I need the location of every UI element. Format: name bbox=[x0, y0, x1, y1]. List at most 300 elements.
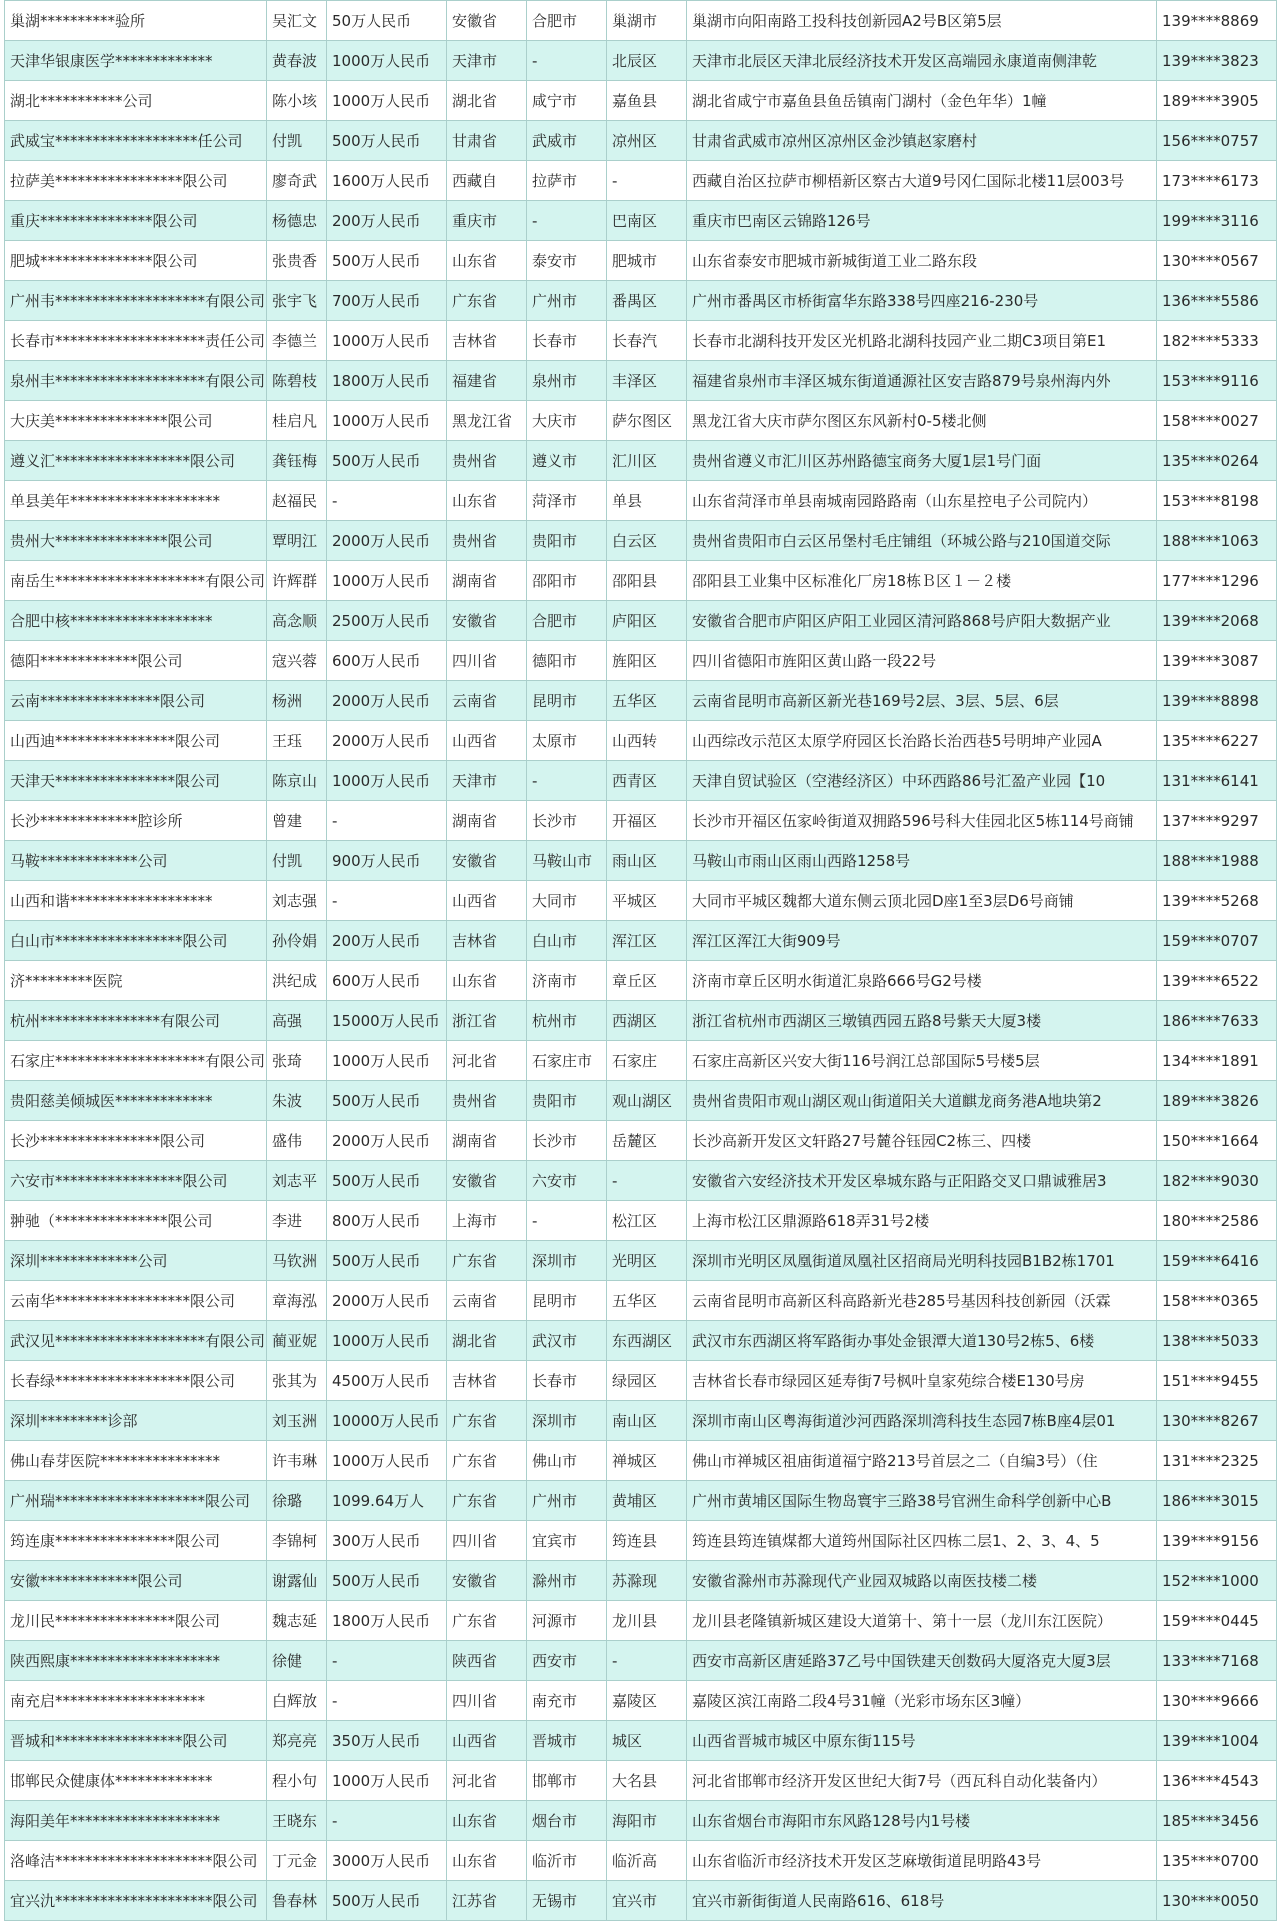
registered-capital-cell: 2500万人民币 bbox=[327, 601, 447, 641]
city-cell: 石家庄市 bbox=[527, 1041, 607, 1081]
legal-person-cell: 赵福民 bbox=[267, 481, 327, 521]
city-cell: 大同市 bbox=[527, 881, 607, 921]
city-cell: - bbox=[527, 41, 607, 81]
legal-person-cell: 徐健 bbox=[267, 1641, 327, 1681]
legal-person-cell: 马钦洲 bbox=[267, 1241, 327, 1281]
district-cell: 黄埔区 bbox=[607, 1481, 687, 1521]
province-cell: 吉林省 bbox=[447, 321, 527, 361]
address-cell: 大同市平城区魏都大道东侧云顶北园D座1至3层D6号商铺 bbox=[687, 881, 1157, 921]
table-row bbox=[5, 841, 1277, 881]
table-row bbox=[5, 1121, 1277, 1161]
legal-person-cell: 廖奇武 bbox=[267, 161, 327, 201]
district-cell: 禅城区 bbox=[607, 1441, 687, 1481]
district-cell: 石家庄 bbox=[607, 1041, 687, 1081]
city-cell: 昆明市 bbox=[527, 681, 607, 721]
table-row bbox=[5, 1561, 1277, 1601]
province-cell: 天津市 bbox=[447, 761, 527, 801]
address-cell: 长春市北湖科技开发区光机路北湖科技园产业二期C3项目第E1 bbox=[687, 321, 1157, 361]
company-name-cell: 翀驰（***************限公司 bbox=[5, 1201, 267, 1241]
table-row bbox=[5, 1041, 1277, 1081]
company-name-cell: 长春绿******************限公司 bbox=[5, 1361, 267, 1401]
address-cell: 浙江省杭州市西湖区三墩镇西园五路8号紫天大厦3楼 bbox=[687, 1001, 1157, 1041]
address-cell: 广州市番禺区市桥街富华东路338号四座216-230号 bbox=[687, 281, 1157, 321]
company-name-cell: 巢湖**********验所 bbox=[5, 1, 267, 41]
address-cell: 长沙高新开发区文轩路27号麓谷钰园C2栋三、四楼 bbox=[687, 1121, 1157, 1161]
registered-capital-cell: 900万人民币 bbox=[327, 841, 447, 881]
phone-cell: 153****9116 bbox=[1157, 361, 1277, 401]
table-row bbox=[5, 1761, 1277, 1801]
legal-person-cell: 王珏 bbox=[267, 721, 327, 761]
address-cell: 贵州省贵阳市白云区吊堡村毛庄铺组（环城公路与210国道交际 bbox=[687, 521, 1157, 561]
address-cell: 西安市高新区唐延路37乙号中国铁建天创数码大厦洛克大厦3层 bbox=[687, 1641, 1157, 1681]
registered-capital-cell: 700万人民币 bbox=[327, 281, 447, 321]
registered-capital-cell: 1000万人民币 bbox=[327, 1321, 447, 1361]
province-cell: 广东省 bbox=[447, 1601, 527, 1641]
city-cell: 临沂市 bbox=[527, 1841, 607, 1881]
phone-cell: 180****2586 bbox=[1157, 1201, 1277, 1241]
phone-cell: 159****0445 bbox=[1157, 1601, 1277, 1641]
address-cell: 重庆市巴南区云锦路126号 bbox=[687, 201, 1157, 241]
district-cell: 龙川县 bbox=[607, 1601, 687, 1641]
legal-person-cell: 丁元金 bbox=[267, 1841, 327, 1881]
phone-cell: 130****8267 bbox=[1157, 1401, 1277, 1441]
legal-person-cell: 孙伶娟 bbox=[267, 921, 327, 961]
legal-person-cell: 章海泓 bbox=[267, 1281, 327, 1321]
company-name-cell: 南充启******************** bbox=[5, 1681, 267, 1721]
phone-cell: 136****5586 bbox=[1157, 281, 1277, 321]
city-cell: 德阳市 bbox=[527, 641, 607, 681]
table-row bbox=[5, 1681, 1277, 1721]
legal-person-cell: 洪纪成 bbox=[267, 961, 327, 1001]
address-cell: 安徽省滁州市苏滁现代产业园双城路以南医技楼二楼 bbox=[687, 1561, 1157, 1601]
table-row bbox=[5, 1401, 1277, 1441]
city-cell: 滁州市 bbox=[527, 1561, 607, 1601]
registered-capital-cell: 350万人民币 bbox=[327, 1721, 447, 1761]
legal-person-cell: 吴汇文 bbox=[267, 1, 327, 41]
company-name-cell: 合肥中核******************* bbox=[5, 601, 267, 641]
phone-cell: 189****3905 bbox=[1157, 81, 1277, 121]
province-cell: 山西省 bbox=[447, 1721, 527, 1761]
table-row bbox=[5, 321, 1277, 361]
district-cell: 观山湖区 bbox=[607, 1081, 687, 1121]
city-cell: 六安市 bbox=[527, 1161, 607, 1201]
district-cell: - bbox=[607, 1161, 687, 1201]
phone-cell: 188****1988 bbox=[1157, 841, 1277, 881]
city-cell: 西安市 bbox=[527, 1641, 607, 1681]
company-name-cell: 宜兴氿*********************限公司 bbox=[5, 1881, 267, 1921]
company-name-cell: 云南****************限公司 bbox=[5, 681, 267, 721]
legal-person-cell: 刘志强 bbox=[267, 881, 327, 921]
company-name-cell: 武汉见********************有限公司 bbox=[5, 1321, 267, 1361]
district-cell: 浑江区 bbox=[607, 921, 687, 961]
province-cell: 天津市 bbox=[447, 41, 527, 81]
address-cell: 长沙市开福区伍家岭街道双拥路596号科大佳园北区5栋114号商铺 bbox=[687, 801, 1157, 841]
address-cell: 甘肃省武威市凉州区凉州区金沙镇赵家磨村 bbox=[687, 121, 1157, 161]
phone-cell: 139****1004 bbox=[1157, 1721, 1277, 1761]
district-cell: 白云区 bbox=[607, 521, 687, 561]
city-cell: 长沙市 bbox=[527, 801, 607, 841]
district-cell: 海阳市 bbox=[607, 1801, 687, 1841]
table-row bbox=[5, 681, 1277, 721]
company-name-cell: 单县美年******************** bbox=[5, 481, 267, 521]
table-row bbox=[5, 601, 1277, 641]
company-name-cell: 长春市********************责任公司 bbox=[5, 321, 267, 361]
address-cell: 山东省烟台市海阳市东风路128号内1号楼 bbox=[687, 1801, 1157, 1841]
legal-person-cell: 张琦 bbox=[267, 1041, 327, 1081]
city-cell: 佛山市 bbox=[527, 1441, 607, 1481]
city-cell: 太原市 bbox=[527, 721, 607, 761]
phone-cell: 138****5033 bbox=[1157, 1321, 1277, 1361]
district-cell: 宜兴市 bbox=[607, 1881, 687, 1921]
address-cell: 佛山市禅城区祖庙街道福宁路213号首层之二（自编3号）（住 bbox=[687, 1441, 1157, 1481]
table-row bbox=[5, 1881, 1277, 1921]
province-cell: 贵州省 bbox=[447, 1081, 527, 1121]
registered-capital-cell: 300万人民币 bbox=[327, 1521, 447, 1561]
registered-capital-cell: 1000万人民币 bbox=[327, 761, 447, 801]
table-row bbox=[5, 761, 1277, 801]
address-cell: 巢湖市向阳南路工投科技创新园A2号B区第5层 bbox=[687, 1, 1157, 41]
province-cell: 湖南省 bbox=[447, 561, 527, 601]
legal-person-cell: 张其为 bbox=[267, 1361, 327, 1401]
phone-cell: 158****0365 bbox=[1157, 1281, 1277, 1321]
company-name-cell: 邯郸民众健康体************* bbox=[5, 1761, 267, 1801]
city-cell: 合肥市 bbox=[527, 1, 607, 41]
district-cell: 凉州区 bbox=[607, 121, 687, 161]
table-row bbox=[5, 241, 1277, 281]
city-cell: 遵义市 bbox=[527, 441, 607, 481]
table-row bbox=[5, 161, 1277, 201]
phone-cell: 156****0757 bbox=[1157, 121, 1277, 161]
city-cell: 武汉市 bbox=[527, 1321, 607, 1361]
city-cell: 马鞍山市 bbox=[527, 841, 607, 881]
phone-cell: 177****1296 bbox=[1157, 561, 1277, 601]
registered-capital-cell: 15000万人民币 bbox=[327, 1001, 447, 1041]
city-cell: 大庆市 bbox=[527, 401, 607, 441]
table-row bbox=[5, 521, 1277, 561]
table-row bbox=[5, 121, 1277, 161]
phone-cell: 139****5268 bbox=[1157, 881, 1277, 921]
registered-capital-cell: - bbox=[327, 1801, 447, 1841]
address-cell: 安徽省六安经济技术开发区皋城东路与正阳路交叉口鼎诚雅居3 bbox=[687, 1161, 1157, 1201]
province-cell: 西藏自 bbox=[447, 161, 527, 201]
province-cell: 山西省 bbox=[447, 881, 527, 921]
registered-capital-cell: 500万人民币 bbox=[327, 121, 447, 161]
registered-capital-cell: 4500万人民币 bbox=[327, 1361, 447, 1401]
district-cell: 肥城市 bbox=[607, 241, 687, 281]
registered-capital-cell: 10000万人民币 bbox=[327, 1401, 447, 1441]
registered-capital-cell: 1000万人民币 bbox=[327, 1441, 447, 1481]
city-cell: 广州市 bbox=[527, 1481, 607, 1521]
table-row bbox=[5, 441, 1277, 481]
registered-capital-cell: 1800万人民币 bbox=[327, 1601, 447, 1641]
company-name-cell: 天津天****************限公司 bbox=[5, 761, 267, 801]
table-row bbox=[5, 1161, 1277, 1201]
address-cell: 天津自贸试验区（空港经济区）中环西路86号汇盈产业园【10 bbox=[687, 761, 1157, 801]
city-cell: - bbox=[527, 761, 607, 801]
company-name-cell: 安徽*************限公司 bbox=[5, 1561, 267, 1601]
company-name-cell: 拉萨美*****************限公司 bbox=[5, 161, 267, 201]
phone-cell: 188****1063 bbox=[1157, 521, 1277, 561]
phone-cell: 139****9156 bbox=[1157, 1521, 1277, 1561]
phone-cell: 131****2325 bbox=[1157, 1441, 1277, 1481]
province-cell: 四川省 bbox=[447, 1681, 527, 1721]
registered-capital-cell: - bbox=[327, 881, 447, 921]
district-cell: 嘉鱼县 bbox=[607, 81, 687, 121]
phone-cell: 139****6522 bbox=[1157, 961, 1277, 1001]
province-cell: 湖南省 bbox=[447, 1121, 527, 1161]
city-cell: 拉萨市 bbox=[527, 161, 607, 201]
legal-person-cell: 李进 bbox=[267, 1201, 327, 1241]
legal-person-cell: 杨德忠 bbox=[267, 201, 327, 241]
registered-capital-cell: - bbox=[327, 1641, 447, 1681]
address-cell: 云南省昆明市高新区新光巷169号2层、3层、5层、6层 bbox=[687, 681, 1157, 721]
phone-cell: 139****2068 bbox=[1157, 601, 1277, 641]
table-row bbox=[5, 1201, 1277, 1241]
province-cell: 安徽省 bbox=[447, 601, 527, 641]
city-cell: 邵阳市 bbox=[527, 561, 607, 601]
phone-cell: 130****9666 bbox=[1157, 1681, 1277, 1721]
city-cell: 白山市 bbox=[527, 921, 607, 961]
city-cell: - bbox=[527, 1201, 607, 1241]
address-cell: 山东省泰安市肥城市新城街道工业二路东段 bbox=[687, 241, 1157, 281]
company-name-cell: 云南华******************限公司 bbox=[5, 1281, 267, 1321]
legal-person-cell: 张宇飞 bbox=[267, 281, 327, 321]
legal-person-cell: 李锦柯 bbox=[267, 1521, 327, 1561]
province-cell: 江苏省 bbox=[447, 1881, 527, 1921]
registered-capital-cell: 3000万人民币 bbox=[327, 1841, 447, 1881]
registered-capital-cell: 1800万人民币 bbox=[327, 361, 447, 401]
company-name-cell: 天津华银康医学************* bbox=[5, 41, 267, 81]
address-cell: 河北省邯郸市经济开发区世纪大街7号（西瓦科自动化装备内） bbox=[687, 1761, 1157, 1801]
company-name-cell: 泉州丰********************有限公司 bbox=[5, 361, 267, 401]
company-name-cell: 马鞍*************公司 bbox=[5, 841, 267, 881]
address-cell: 山西综改示范区太原学府园区长治路长治西巷5号明坤产业园A bbox=[687, 721, 1157, 761]
company-name-cell: 湖北***********公司 bbox=[5, 81, 267, 121]
registered-capital-cell: - bbox=[327, 801, 447, 841]
table-row bbox=[5, 1321, 1277, 1361]
legal-person-cell: 付凯 bbox=[267, 841, 327, 881]
district-cell: 大名县 bbox=[607, 1761, 687, 1801]
registered-capital-cell: 2000万人民币 bbox=[327, 1281, 447, 1321]
district-cell: 嘉陵区 bbox=[607, 1681, 687, 1721]
province-cell: 福建省 bbox=[447, 361, 527, 401]
company-name-cell: 深圳*********诊部 bbox=[5, 1401, 267, 1441]
province-cell: 安徽省 bbox=[447, 841, 527, 881]
province-cell: 山东省 bbox=[447, 241, 527, 281]
address-cell: 山西省晋城市城区中原东街115号 bbox=[687, 1721, 1157, 1761]
district-cell: 临沂高 bbox=[607, 1841, 687, 1881]
table-row bbox=[5, 361, 1277, 401]
city-cell: 长沙市 bbox=[527, 1121, 607, 1161]
legal-person-cell: 程小句 bbox=[267, 1761, 327, 1801]
legal-person-cell: 陈京山 bbox=[267, 761, 327, 801]
registered-capital-cell: 2000万人民币 bbox=[327, 1121, 447, 1161]
table-row bbox=[5, 1281, 1277, 1321]
district-cell: 松江区 bbox=[607, 1201, 687, 1241]
district-cell: 西湖区 bbox=[607, 1001, 687, 1041]
province-cell: 山西省 bbox=[447, 721, 527, 761]
address-cell: 宜兴市新街街道人民南路616、618号 bbox=[687, 1881, 1157, 1921]
registered-capital-cell: 2000万人民币 bbox=[327, 721, 447, 761]
company-name-cell: 南岳生********************有限公司 bbox=[5, 561, 267, 601]
district-cell: 萨尔图区 bbox=[607, 401, 687, 441]
company-name-cell: 长沙****************限公司 bbox=[5, 1121, 267, 1161]
registered-capital-cell: 500万人民币 bbox=[327, 1161, 447, 1201]
registered-capital-cell: 500万人民币 bbox=[327, 241, 447, 281]
legal-person-cell: 龚钰梅 bbox=[267, 441, 327, 481]
address-cell: 广州市黄埔区国际生物岛寰宇三路38号官洲生命科学创新中心B bbox=[687, 1481, 1157, 1521]
city-cell: 长春市 bbox=[527, 321, 607, 361]
table-row bbox=[5, 961, 1277, 1001]
province-cell: 黑龙江省 bbox=[447, 401, 527, 441]
district-cell: 汇川区 bbox=[607, 441, 687, 481]
city-cell: 昆明市 bbox=[527, 1281, 607, 1321]
province-cell: 广东省 bbox=[447, 281, 527, 321]
address-cell: 武汉市东西湖区将军路街办事处金银潭大道130号2栋5、6楼 bbox=[687, 1321, 1157, 1361]
registered-capital-cell: 1000万人民币 bbox=[327, 561, 447, 601]
address-cell: 湖北省咸宁市嘉鱼县鱼岳镇南门湖村（金色年华）1幢 bbox=[687, 81, 1157, 121]
province-cell: 云南省 bbox=[447, 1281, 527, 1321]
district-cell: 筠连县 bbox=[607, 1521, 687, 1561]
registered-capital-cell: 500万人民币 bbox=[327, 441, 447, 481]
address-cell: 安徽省合肥市庐阳区庐阳工业园区清河路868号庐阳大数据产业 bbox=[687, 601, 1157, 641]
registered-capital-cell: 800万人民币 bbox=[327, 1201, 447, 1241]
legal-person-cell: 高强 bbox=[267, 1001, 327, 1041]
company-name-cell: 陕西熙康******************** bbox=[5, 1641, 267, 1681]
company-name-cell: 深圳*************公司 bbox=[5, 1241, 267, 1281]
phone-cell: 133****7168 bbox=[1157, 1641, 1277, 1681]
phone-cell: 186****7633 bbox=[1157, 1001, 1277, 1041]
district-cell: 光明区 bbox=[607, 1241, 687, 1281]
table-row bbox=[5, 401, 1277, 441]
company-name-cell: 大庆美***************限公司 bbox=[5, 401, 267, 441]
phone-cell: 139****8869 bbox=[1157, 1, 1277, 41]
legal-person-cell: 朱波 bbox=[267, 1081, 327, 1121]
address-cell: 福建省泉州市丰泽区城东街道通源社区安吉路879号泉州海内外 bbox=[687, 361, 1157, 401]
legal-person-cell: 谢露仙 bbox=[267, 1561, 327, 1601]
legal-person-cell: 蔺亚妮 bbox=[267, 1321, 327, 1361]
address-cell: 贵州省贵阳市观山湖区观山街道阳关大道麒龙商务港A地块第2 bbox=[687, 1081, 1157, 1121]
phone-cell: 152****1000 bbox=[1157, 1561, 1277, 1601]
province-cell: 河北省 bbox=[447, 1041, 527, 1081]
legal-person-cell: 刘玉洲 bbox=[267, 1401, 327, 1441]
district-cell: 山西转 bbox=[607, 721, 687, 761]
district-cell: - bbox=[607, 1641, 687, 1681]
phone-cell: 158****0027 bbox=[1157, 401, 1277, 441]
table-row bbox=[5, 1481, 1277, 1521]
phone-cell: 135****6227 bbox=[1157, 721, 1277, 761]
address-cell: 深圳市南山区粤海街道沙河西路深圳湾科技生态园7栋B座4层01 bbox=[687, 1401, 1157, 1441]
company-name-cell: 武威宝*******************任公司 bbox=[5, 121, 267, 161]
city-cell: 烟台市 bbox=[527, 1801, 607, 1841]
company-name-cell: 佛山春芽医院**************** bbox=[5, 1441, 267, 1481]
district-cell: 丰泽区 bbox=[607, 361, 687, 401]
phone-cell: 186****3015 bbox=[1157, 1481, 1277, 1521]
phone-cell: 134****1891 bbox=[1157, 1041, 1277, 1081]
district-cell: 五华区 bbox=[607, 1281, 687, 1321]
district-cell: 城区 bbox=[607, 1721, 687, 1761]
legal-person-cell: 李德兰 bbox=[267, 321, 327, 361]
company-name-cell: 德阳*************限公司 bbox=[5, 641, 267, 681]
legal-person-cell: 陈碧枝 bbox=[267, 361, 327, 401]
address-cell: 云南省昆明市高新区科高路新光巷285号基因科技创新园（沃霖 bbox=[687, 1281, 1157, 1321]
district-cell: 苏滁现 bbox=[607, 1561, 687, 1601]
address-cell: 天津市北辰区天津北辰经济技术开发区高端园永康道南侧津乾 bbox=[687, 41, 1157, 81]
registered-capital-cell: 1000万人民币 bbox=[327, 41, 447, 81]
phone-cell: 159****6416 bbox=[1157, 1241, 1277, 1281]
address-cell: 四川省德阳市旌阳区黄山路一段22号 bbox=[687, 641, 1157, 681]
province-cell: 四川省 bbox=[447, 1521, 527, 1561]
phone-cell: 182****5333 bbox=[1157, 321, 1277, 361]
city-cell: 河源市 bbox=[527, 1601, 607, 1641]
district-cell: 长春汽 bbox=[607, 321, 687, 361]
city-cell: 宜宾市 bbox=[527, 1521, 607, 1561]
company-name-cell: 长沙*************腔诊所 bbox=[5, 801, 267, 841]
company-name-cell: 山西迪****************限公司 bbox=[5, 721, 267, 761]
district-cell: 番禺区 bbox=[607, 281, 687, 321]
phone-cell: 130****0567 bbox=[1157, 241, 1277, 281]
company-name-cell: 石家庄********************有限公司 bbox=[5, 1041, 267, 1081]
province-cell: 重庆市 bbox=[447, 201, 527, 241]
city-cell: 贵阳市 bbox=[527, 1081, 607, 1121]
phone-cell: 135****0700 bbox=[1157, 1841, 1277, 1881]
city-cell: 菏泽市 bbox=[527, 481, 607, 521]
company-name-cell: 山西和谐******************* bbox=[5, 881, 267, 921]
city-cell: 泰安市 bbox=[527, 241, 607, 281]
table-row bbox=[5, 41, 1277, 81]
company-name-cell: 广州韦********************有限公司 bbox=[5, 281, 267, 321]
province-cell: 陕西省 bbox=[447, 1641, 527, 1681]
table-row bbox=[5, 81, 1277, 121]
city-cell: 无锡市 bbox=[527, 1881, 607, 1921]
phone-cell: 151****9455 bbox=[1157, 1361, 1277, 1401]
table-row bbox=[5, 1721, 1277, 1761]
registered-capital-cell: 200万人民币 bbox=[327, 201, 447, 241]
city-cell: 深圳市 bbox=[527, 1241, 607, 1281]
district-cell: 庐阳区 bbox=[607, 601, 687, 641]
address-cell: 黑龙江省大庆市萨尔图区东风新村0-5楼北侧 bbox=[687, 401, 1157, 441]
district-cell: 单县 bbox=[607, 481, 687, 521]
registered-capital-cell: 1000万人民币 bbox=[327, 81, 447, 121]
legal-person-cell: 高念顺 bbox=[267, 601, 327, 641]
table-row bbox=[5, 201, 1277, 241]
address-cell: 山东省菏泽市单县南城南园路路南（山东星控电子公司院内） bbox=[687, 481, 1157, 521]
province-cell: 山东省 bbox=[447, 961, 527, 1001]
province-cell: 山东省 bbox=[447, 481, 527, 521]
company-name-cell: 六安市*****************限公司 bbox=[5, 1161, 267, 1201]
legal-person-cell: 许辉群 bbox=[267, 561, 327, 601]
address-cell: 邵阳县工业集中区标准化厂房18栋Ｂ区１－２楼 bbox=[687, 561, 1157, 601]
legal-person-cell: 桂启凡 bbox=[267, 401, 327, 441]
company-name-cell: 遵义汇******************限公司 bbox=[5, 441, 267, 481]
district-cell: 南山区 bbox=[607, 1401, 687, 1441]
province-cell: 广东省 bbox=[447, 1241, 527, 1281]
phone-cell: 135****0264 bbox=[1157, 441, 1277, 481]
table-row bbox=[5, 801, 1277, 841]
company-name-cell: 济*********医院 bbox=[5, 961, 267, 1001]
company-name-cell: 龙川民****************限公司 bbox=[5, 1601, 267, 1641]
province-cell: 贵州省 bbox=[447, 521, 527, 561]
legal-person-cell: 杨洲 bbox=[267, 681, 327, 721]
company-name-cell: 广州瑞********************限公司 bbox=[5, 1481, 267, 1521]
legal-person-cell: 寇兴蓉 bbox=[267, 641, 327, 681]
registered-capital-cell: 600万人民币 bbox=[327, 961, 447, 1001]
province-cell: 安徽省 bbox=[447, 1, 527, 41]
district-cell: 巢湖市 bbox=[607, 1, 687, 41]
city-cell: 咸宁市 bbox=[527, 81, 607, 121]
province-cell: 浙江省 bbox=[447, 1001, 527, 1041]
company-table bbox=[4, 0, 1277, 1921]
